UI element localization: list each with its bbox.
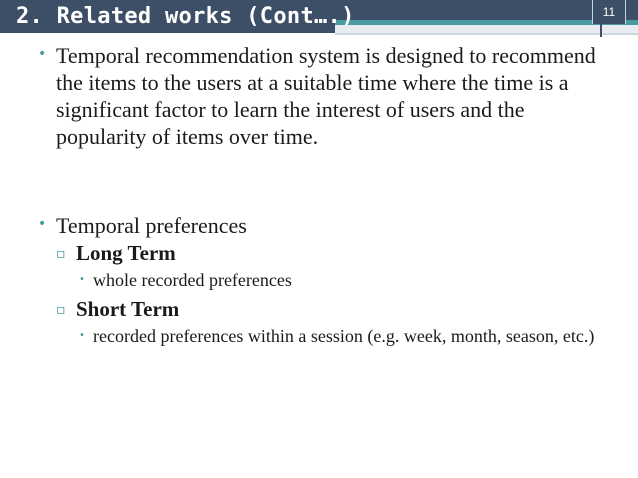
bullet-item-temporal-recommendation: Temporal recommendation system is designed to recommend the items to the users at a suitable time where the time is a significant factor to learn the interest of users and the popularity of items over time. <box>56 43 596 149</box>
slide-title: 2. Related works (Cont….) <box>16 4 355 29</box>
bullet-item-temporal-preferences: Temporal preferences <box>56 213 247 238</box>
sub-item-long-term: Long Term <box>76 241 176 265</box>
sub-sub-bullet-icon: • <box>79 330 85 341</box>
detail-whole-recorded-preferences: whole recorded preferences <box>93 270 292 290</box>
bullet-dot-icon: • <box>38 216 47 232</box>
detail-session-preferences: recorded preferences within a session (e.g. week, month, season, etc.) <box>93 326 595 346</box>
slide-number: 11 <box>602 5 616 19</box>
sub-sub-bullet-icon: • <box>79 274 85 285</box>
sub-bullet-icon: ▫ <box>56 302 66 318</box>
bullet-dot-icon: • <box>38 46 47 62</box>
sub-item-short-term: Short Term <box>76 297 180 321</box>
sub-bullet-icon: ▫ <box>56 246 66 262</box>
